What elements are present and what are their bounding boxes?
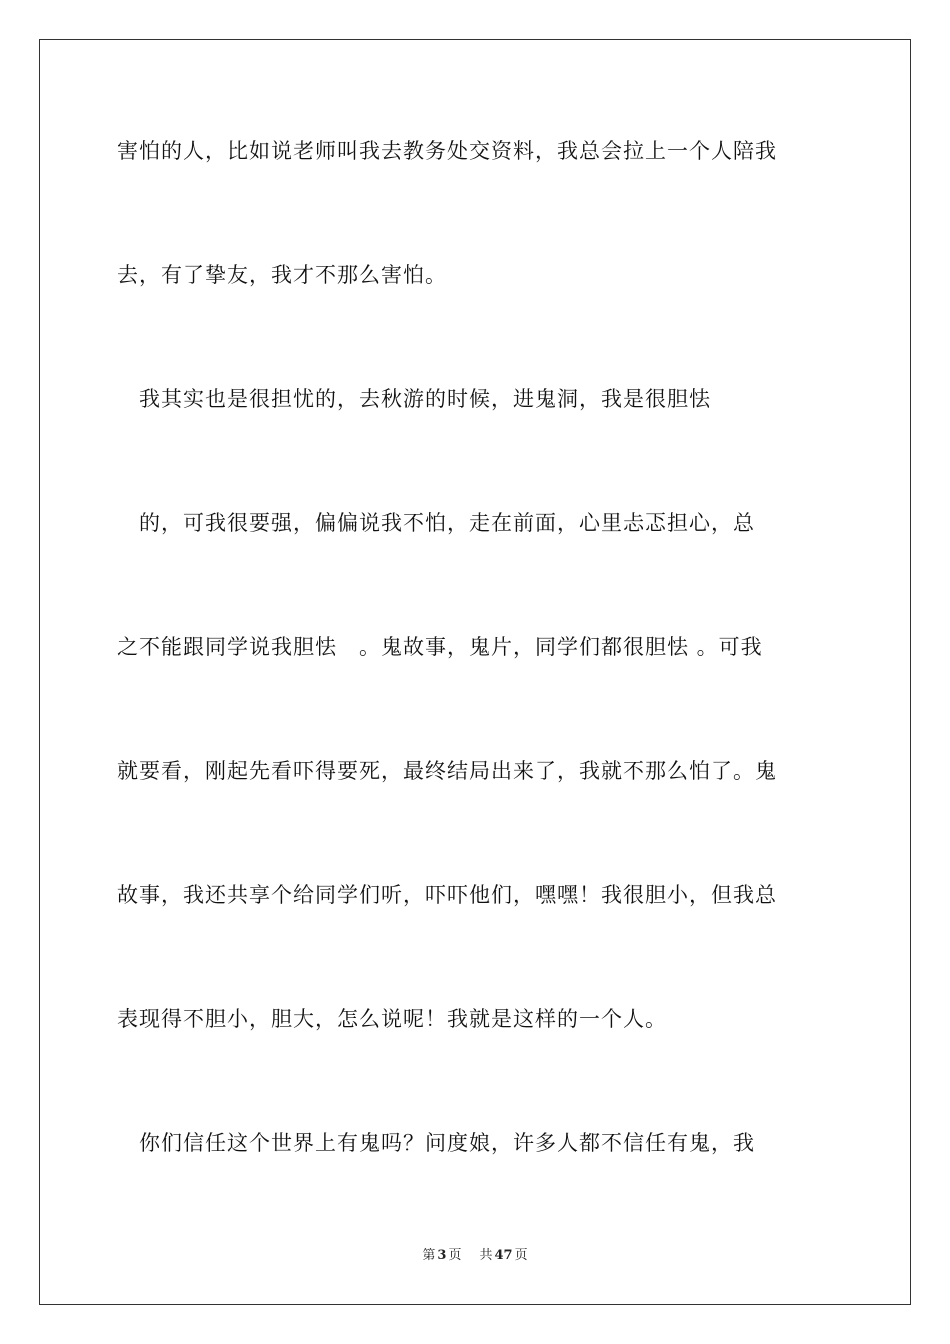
body-text-line: 表现得不胆小，胆大，怎么说呢！我就是这样的一个人。: [117, 1007, 667, 1031]
page-prefix: 第: [422, 1248, 436, 1263]
body-text-line: 害怕的人，比如说老师叫我去教务处交资料，我总会拉上一个人陪我: [117, 139, 777, 163]
total-prefix: 共: [479, 1248, 493, 1263]
body-text-line: 我其实也是很担忧的，去秋游的时候，进鬼洞，我是很胆怯: [117, 387, 711, 411]
body-text-line: 就要看，刚起先看吓得要死，最终结局出来了，我就不那么怕了。鬼: [117, 759, 777, 783]
page-footer: [0, 1247, 950, 1265]
body-text-line: 故事，我还共享个给同学们听，吓吓他们，嘿嘿！我很胆小，但我总: [117, 883, 777, 907]
body-text-line: 之不能跟同学说我胆怯 。鬼故事，鬼片，同学们都很胆怯 。可我: [117, 635, 763, 659]
page-border: [39, 39, 911, 1305]
total-suffix: 页: [514, 1248, 528, 1263]
body-text-line: 的，可我很要强，偏偏说我不怕，走在前面，心里忐忑担心，总: [117, 511, 755, 535]
page-suffix: 页: [448, 1248, 462, 1263]
body-text-line: 去，有了挚友，我才不那么害怕。: [117, 263, 447, 287]
total-pages: 47: [494, 1248, 513, 1263]
page-number: 3: [437, 1248, 447, 1263]
body-text-line: 你们信任这个世界上有鬼吗？问度娘，许多人都不信任有鬼，我: [117, 1131, 755, 1155]
